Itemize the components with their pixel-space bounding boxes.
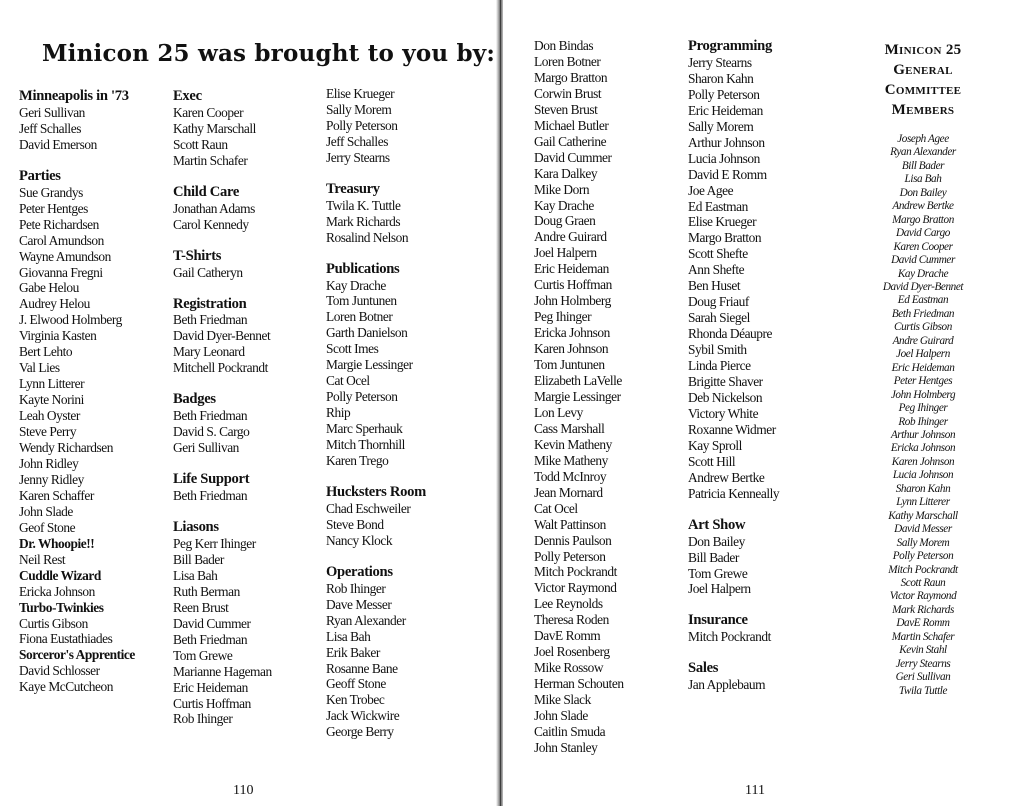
name-entry: Margo Bratton [688,230,762,246]
name-entry: Victor Raymond [534,580,617,596]
section-heading: Insurance [688,612,748,629]
name-entry: Tom Grewe [173,647,233,663]
committee-member: Kay Drache [897,267,949,280]
name-entry: Lisa Bah [173,567,218,583]
committee-member: Andre Guirard [892,334,954,347]
name-entry: Leah Oyster [19,408,80,424]
name-entry: Curtis Hoffman [534,277,612,293]
name-entry: Ed Eastman [688,198,748,214]
name-entry: John Stanley [534,739,598,755]
name-entry: Brigitte Shaver [688,374,763,390]
page-number-right: 111 [745,783,765,798]
name-entry: Cat Ocel [326,373,370,389]
section-heading: Hucksters Room [326,483,426,500]
name-entry: Joel Halpern [688,581,751,597]
section-heading: Programming [688,38,772,54]
name-entry: Eric Heideman [173,679,248,695]
name-entry: Geri Sullivan [19,104,85,120]
name-entry: Tom Juntunen [326,293,397,309]
committee-member: Kathy Marschall [888,509,958,522]
name-entry: Andrew Bertke [688,469,765,485]
name-entry: Sharon Kahn [688,70,754,86]
name-entry: Lon Levy [534,404,583,420]
name-entry: Gail Catherine [534,133,607,149]
name-entry: Marc Sperhauk [326,421,403,437]
committee-member: Jerry Stearns [895,657,951,670]
section-heading: Sales [688,660,719,677]
name-entry: Jack Wickwire [326,708,400,724]
general-committee-list [848,133,998,698]
name-entry: Scott Raun [173,136,228,152]
committee-member: Bill Bader [901,159,945,172]
name-entry: DavE Romm [534,628,601,644]
general-committee-title-line: General [893,62,953,78]
name-entry: Rob Ihinger [326,580,386,596]
name-entry: Chad Eschweiler [326,500,411,516]
right-column-2 [688,39,779,693]
name-entry: Kay Drache [326,277,386,293]
name-entry: Arthur Johnson [688,134,765,150]
committee-member: Andrew Bertke [892,200,954,213]
left-page [0,0,498,806]
name-entry: Curtis Hoffman [173,695,251,711]
name-entry: Curtis Gibson [19,615,88,631]
name-entry: Ben Huset [688,278,741,294]
name-entry: Mike Matheny [534,452,608,468]
committee-member: Joseph Agee [897,133,949,145]
name-entry: Scott Shefte [688,246,748,262]
section-heading: Exec [173,88,202,104]
committee-member: Scott Raun [900,576,946,589]
name-entry: Joel Rosenberg [534,644,610,660]
name-entry: Audrey Helou [19,296,90,312]
committee-member: Polly Peterson [892,550,954,563]
name-entry: David Cummer [534,149,612,165]
name-entry: Rob Ihinger [173,711,233,727]
name-entry: Victory White [688,405,759,421]
name-entry: Wayne Amundson [19,248,111,264]
name-entry: Ken Trobec [326,692,385,708]
name-entry: Twila K. Tuttle [326,197,401,213]
name-entry: Lucia Johnson [688,150,760,166]
name-entry: Martin Schafer [173,152,248,168]
name-entry: Eric Heideman [534,261,609,277]
general-committee-title-line: Committee [884,82,962,98]
section-heading: Registration [173,295,247,312]
name-entry: Neil Rest [19,551,66,567]
name-entry: Giovanna Fregni [19,264,103,280]
committee-member: Ryan Alexander [890,146,956,159]
name-entry: Jeff Schalles [19,120,81,136]
name-entry: Marianne Hageman [173,663,272,679]
name-entry: Kara Dalkey [534,165,598,181]
name-entry: John Slade [19,503,73,519]
committee-member: Beth Friedman [891,307,955,320]
name-entry: Gabe Helou [19,280,79,296]
name-entry: Kathy Marschall [173,120,256,136]
committee-member: Mark Richards [892,603,954,616]
general-committee-title [848,40,998,120]
name-entry: Joe Agee [688,182,734,198]
name-entry: David Dyer-Bennet [173,328,271,344]
name-entry: Lisa Bah [326,628,371,644]
committee-member: Margo Bratton [892,213,954,226]
name-entry: Doug Friauf [688,294,749,310]
name-entry: Sarah Siegel [688,310,750,326]
name-entry: Kaye McCutcheon [19,679,114,695]
name-entry: J. Elwood Holmberg [19,312,122,328]
name-entry: Deb Nickelson [688,389,763,405]
name-entry: Steve Bond [326,516,384,532]
name-entry: Bill Bader [688,549,739,565]
name-entry: Tom Juntunen [534,357,605,373]
section-heading: Liasons [173,519,219,536]
name-entry: Roxanne Widmer [688,421,776,437]
name-entry: Theresa Roden [534,612,609,628]
section-heading: Publications [326,260,400,277]
general-committee-title-line: Members [891,102,955,118]
left-column-1 [19,89,135,695]
name-entry: Michael Butler [534,117,609,133]
name-entry: Bill Bader [173,551,224,567]
committee-member: Ericka Johnson [890,442,956,455]
name-entry: Elise Krueger [688,214,757,230]
name-entry: George Berry [326,724,394,740]
name-entry: Rhonda Déaupre [688,326,773,342]
name-entry: Karen Schaffer [19,487,94,503]
name-entry: Polly Peterson [326,389,398,405]
name-entry: Karen Trego [326,453,389,469]
committee-member: Lynn Litterer [896,496,950,509]
page-title: Minicon 25 was brought to you by: [42,40,496,67]
name-entry: Polly Peterson [534,548,606,564]
name-entry: Virginia Kasten [19,328,97,344]
name-entry: Karen Cooper [173,104,244,120]
section-heading: Minneapolis in '73 [19,88,129,104]
name-entry: Jenny Ridley [19,471,84,487]
name-entry: Mark Richards [326,213,401,229]
name-entry: Sue Grandys [19,184,83,200]
name-entry: Margie Lessinger [326,357,413,373]
name-entry: Jerry Stearns [326,149,390,165]
name-entry: Pete Richardsen [19,216,99,232]
name-entry: Karen Johnson [534,341,609,357]
left-column-2 [173,89,272,727]
section-heading: Treasury [326,180,380,197]
name-entry: Cuddle Wizard [19,567,101,583]
name-entry: Mike Dorn [534,181,590,197]
name-entry: Lynn Litterer [19,376,85,392]
name-entry: Mike Slack [534,692,591,708]
name-entry: Beth Friedman [173,488,248,504]
name-entry: David Schlosser [19,663,100,679]
name-entry: Rhip [326,405,351,421]
name-entry: Gail Catheryn [173,264,243,280]
committee-member: David Cargo [896,227,950,240]
name-entry: Rosalind Nelson [326,229,409,245]
committee-member: Karen Johnson [891,455,955,468]
name-entry: Wendy Richardsen [19,440,113,456]
name-entry: David E Romm [688,166,767,182]
name-entry: Turbo-Twinkies [19,599,104,615]
name-entry: Garth Danielson [326,325,408,341]
committee-member: Twila Tuttle [898,684,948,697]
committee-member: Lisa Bah [904,173,942,186]
name-entry: Margo Bratton [534,69,608,85]
name-entry: Mitchell Pockrandt [173,360,268,376]
name-entry: Mary Leonard [173,344,245,360]
name-entry: Val Lies [19,360,60,376]
name-entry: Loren Botner [534,53,601,69]
name-entry: Polly Peterson [688,86,760,102]
name-entry: John Slade [534,708,588,724]
name-entry: Cat Ocel [534,500,578,516]
name-entry: Kevin Matheny [534,436,612,452]
name-entry: Dennis Paulson [534,532,612,548]
section-heading: Badges [173,391,216,408]
name-entry: Nancy Klock [326,532,393,548]
name-entry: Mike Rossow [534,660,604,676]
name-entry: Herman Schouten [534,676,624,692]
name-entry: Elizabeth LaVelle [534,373,622,389]
name-entry: Patricia Kenneally [688,485,780,501]
section-heading: Operations [326,563,393,580]
name-entry: David Emerson [19,136,97,152]
committee-member: Don Bailey [899,186,947,199]
name-entry: Eric Heideman [688,102,763,118]
name-entry: Kay Drache [534,197,594,213]
name-entry: Erik Baker [326,644,380,660]
name-entry: Corwin Brust [534,85,602,101]
committee-member: Ed Eastman [897,294,949,307]
name-entry: Don Bindas [534,38,594,53]
name-entry: Peg Ihinger [534,309,592,325]
committee-member: Curtis Gibson [894,321,952,334]
name-entry: Linda Pierce [688,358,751,374]
name-entry: Peg Kerr Ihinger [173,535,256,551]
name-entry: Ann Shefte [688,262,745,278]
name-entry: Don Bailey [688,533,745,549]
name-entry: Ericka Johnson [19,583,95,599]
name-entry: Steve Perry [19,424,77,440]
committee-member: Peg Ihinger [898,402,948,415]
committee-member: Lucia Johnson [892,469,954,482]
name-entry: Walt Pattinson [534,516,606,532]
committee-member: Mitch Pockrandt [888,563,958,576]
section-heading: T-Shirts [173,247,222,264]
name-entry: Sally Morem [688,118,754,134]
name-entry: Jerry Stearns [688,54,752,70]
name-entry: Ericka Johnson [534,325,610,341]
name-entry: Dave Messer [326,596,392,612]
right-column-1 [534,38,624,756]
page-number-left: 110 [233,783,254,798]
name-entry: Mitch Pockrandt [688,629,771,645]
name-entry: Rosanne Bane [326,660,398,676]
name-entry: Scott Imes [326,341,379,357]
committee-member: Karen Cooper [893,240,953,253]
name-entry: John Ridley [19,455,79,471]
committee-member: David Cummer [891,254,955,267]
name-entry: Elise Krueger [326,86,395,101]
committee-member: David Dyer-Bennet [882,280,964,293]
committee-member: Kevin Stahl [899,644,947,657]
name-entry: Kayte Norini [19,392,84,408]
name-entry: Steven Brust [534,101,598,117]
name-entry: Dr. Whoopie!! [19,535,95,551]
name-entry: Jean Mornard [534,484,603,500]
name-entry: Lee Reynolds [534,596,603,612]
committee-member: Martin Schafer [891,630,955,643]
name-entry: Tom Grewe [688,565,748,581]
name-entry: Carol Kennedy [173,216,249,232]
name-entry: Doug Graen [534,213,596,229]
name-entry: Geoff Stone [326,676,386,692]
name-entry: Caitlin Smuda [534,723,606,739]
section-heading: Life Support [173,471,250,488]
name-entry: Todd McInroy [534,468,607,484]
committee-member: DavE Romm [896,617,950,630]
name-entry: Andre Guirard [534,229,607,245]
section-heading: Child Care [173,183,240,200]
name-entry: David Cummer [173,615,251,631]
name-entry: Loren Botner [326,309,393,325]
name-entry: Cass Marshall [534,420,605,436]
committee-member: Joel Halpern [896,348,950,361]
name-entry: Sybil Smith [688,342,747,358]
committee-member: Geri Sullivan [895,671,951,684]
general-committee-title-line: Minicon 25 [884,42,962,58]
left-column-3 [326,86,426,740]
name-entry: Sally Morem [326,101,392,117]
committee-member: Arthur Johnson [890,428,956,441]
name-entry: Mitch Thornhill [326,437,405,453]
name-entry: Polly Peterson [326,117,398,133]
committee-member: Rob Ihinger [898,415,948,428]
name-entry: Jan Applebaum [688,677,766,693]
name-entry: Joel Halpern [534,245,597,261]
committee-member: Peter Hentges [893,375,953,388]
section-heading: Art Show [688,516,746,533]
name-entry: Kay Sproll [688,437,742,453]
name-entry: Jonathan Adams [173,200,255,216]
name-entry: Peter Hentges [19,200,88,216]
name-entry: Geri Sullivan [173,440,239,456]
name-entry: Ryan Alexander [326,612,406,628]
name-entry: Beth Friedman [173,312,248,328]
committee-member: David Messer [894,523,952,536]
name-entry: Mitch Pockrandt [534,564,617,580]
committee-member: Sharon Kahn [895,482,951,495]
name-entry: Beth Friedman [173,408,248,424]
name-entry: John Holmberg [534,293,611,309]
section-heading: Parties [19,167,61,184]
committee-member: John Holmberg [890,388,956,401]
name-entry: Beth Friedman [173,631,248,647]
name-entry: Reen Brust [173,599,229,615]
name-entry: Scott Hill [688,453,736,469]
name-entry: Fiona Eustathiades [19,631,113,647]
committee-member: Eric Heideman [891,361,955,374]
name-entry: Geof Stone [19,519,76,535]
name-entry: Carol Amundson [19,232,104,248]
name-entry: Bert Lehto [19,344,73,360]
name-entry: Sorceror's Apprentice [19,647,135,663]
name-entry: Margie Lessinger [534,388,621,404]
name-entry: Jeff Schalles [326,133,388,149]
name-entry: Ruth Berman [173,583,240,599]
committee-member: Victor Raymond [889,590,957,603]
name-entry: David S. Cargo [173,424,250,440]
committee-member: Sally Morem [896,536,950,549]
